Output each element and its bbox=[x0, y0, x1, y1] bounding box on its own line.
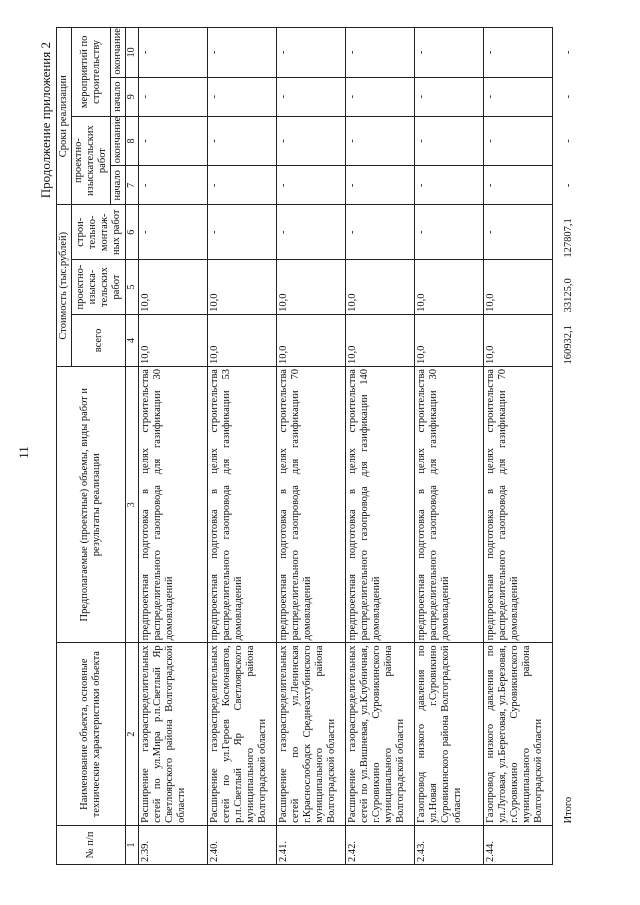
table-row bbox=[276, 28, 345, 865]
header-cost-total: всего bbox=[72, 314, 126, 366]
header-scope: Предполагаемые (проектные) объемы, виды работ и результаты реализации bbox=[57, 367, 126, 643]
design-end: - bbox=[414, 116, 483, 166]
design-start: - bbox=[345, 166, 414, 205]
cost-construct: - bbox=[414, 205, 483, 260]
column-number: 8 bbox=[126, 116, 139, 166]
build-end: - bbox=[276, 28, 345, 78]
cost-design: 10,0 bbox=[483, 260, 552, 315]
row-number: 2.39. bbox=[138, 825, 207, 864]
build-end: - bbox=[345, 28, 414, 78]
row-number: 2.40. bbox=[207, 825, 276, 864]
continuation-note: Продолжение приложения 2 bbox=[38, 42, 53, 199]
header-cost-construct: строи-тельно-монтаж-ных работ bbox=[72, 205, 126, 260]
header-build-end: окончание bbox=[111, 28, 126, 78]
build-start: - bbox=[483, 77, 552, 116]
header-design-works: проектно-изыскательских работ bbox=[72, 116, 111, 205]
table-row bbox=[483, 28, 552, 865]
row-number: 2.42. bbox=[345, 825, 414, 864]
build-start: - bbox=[414, 77, 483, 116]
column-number: 1 bbox=[126, 825, 139, 864]
header-design-start: начало bbox=[111, 166, 126, 205]
design-end: - bbox=[207, 116, 276, 166]
header-num: № п/п bbox=[57, 825, 126, 864]
object-name: Расширение газораспределительных сетей по ул.Героев Космонавтов, р.п.Светлый Яр Светлоярского муниципального района Волгоградской области bbox=[207, 643, 276, 826]
cost-total: 10,0 bbox=[345, 314, 414, 366]
column-number: 10 bbox=[126, 28, 139, 78]
totals-build-end: - bbox=[562, 50, 574, 55]
cost-design: 10,0 bbox=[345, 260, 414, 315]
work-scope: предпроектная подготовка в целях строительства распределительного газопровода для газификации 140 домовладений bbox=[345, 367, 414, 643]
build-end: - bbox=[414, 28, 483, 78]
column-number: 5 bbox=[126, 260, 139, 315]
design-end: - bbox=[276, 116, 345, 166]
work-scope: предпроектная подготовка в целях строительства распределительного газопровода для газификации 30 домовладений bbox=[414, 367, 483, 643]
header-build-start: начало bbox=[111, 77, 126, 116]
totals-total: 160932,1 bbox=[562, 325, 574, 365]
cost-construct: - bbox=[276, 205, 345, 260]
column-number: 4 bbox=[126, 314, 139, 366]
cost-design: 10,0 bbox=[276, 260, 345, 315]
cost-total: 10,0 bbox=[276, 314, 345, 366]
header-timing: Сроки реализации bbox=[57, 28, 72, 205]
object-name: Газопровод низкого давления по ул.Новая г.Суровикино Суровикинского района Волгоградской области bbox=[414, 643, 483, 826]
header-object-name: Наименование объекта, основные технические характеристики объекта bbox=[57, 643, 126, 826]
cost-construct: - bbox=[345, 205, 414, 260]
cost-total: 10,0 bbox=[483, 314, 552, 366]
column-number: 7 bbox=[126, 166, 139, 205]
work-scope: предпроектная подготовка в целях строительства распределительного газопровода для газификации 70 домовладений bbox=[276, 367, 345, 643]
design-start: - bbox=[207, 166, 276, 205]
object-name: Расширение газораспределительных сетей по ул.Вишневая, ул.Клубничная, г.Суровикино Суровикинского муниципального района Волгоградской области bbox=[345, 643, 414, 826]
design-start: - bbox=[138, 166, 207, 205]
build-start: - bbox=[345, 77, 414, 116]
totals-label: Итого bbox=[562, 796, 574, 824]
design-end: - bbox=[138, 116, 207, 166]
table-row bbox=[345, 28, 414, 865]
table-row bbox=[414, 28, 483, 865]
cost-construct: - bbox=[138, 205, 207, 260]
header-cost-design: проектно-изыска-тельских работ bbox=[72, 260, 126, 315]
column-number: 3 bbox=[126, 367, 139, 643]
header-build-works: мероприятий по строительству bbox=[72, 28, 111, 117]
totals-design: 33125,0 bbox=[562, 278, 574, 313]
column-number: 9 bbox=[126, 77, 139, 116]
cost-total: 10,0 bbox=[207, 314, 276, 366]
build-end: - bbox=[207, 28, 276, 78]
projects-table bbox=[56, 27, 576, 865]
cost-design: 10,0 bbox=[138, 260, 207, 315]
work-scope: предпроектная подготовка в целях строительства распределительного газопровода для газификации 70 домовладений bbox=[483, 367, 552, 643]
row-number: 2.44. bbox=[483, 825, 552, 864]
cost-total: 10,0 bbox=[414, 314, 483, 366]
totals-build-start: - bbox=[562, 94, 574, 99]
totals-row bbox=[552, 28, 576, 865]
build-end: - bbox=[483, 28, 552, 78]
build-end: - bbox=[138, 28, 207, 78]
design-start: - bbox=[483, 166, 552, 205]
page-number: 11 bbox=[16, 446, 31, 459]
table-row bbox=[207, 28, 276, 865]
totals-design-start: - bbox=[562, 183, 574, 188]
cost-construct: - bbox=[483, 205, 552, 260]
object-name: Газопровод низкого давления по ул.Луговая, ул.Береговая, ул.Березовая, г.Суровикино Суровикинского муниципального района Волгоградской области bbox=[483, 643, 552, 826]
row-number: 2.41. bbox=[276, 825, 345, 864]
design-end: - bbox=[345, 116, 414, 166]
build-start: - bbox=[138, 77, 207, 116]
cost-construct: - bbox=[207, 205, 276, 260]
build-start: - bbox=[207, 77, 276, 116]
row-number: 2.43. bbox=[414, 825, 483, 864]
totals-design-end: - bbox=[562, 139, 574, 143]
totals-spacer bbox=[552, 825, 576, 864]
object-name: Расширение газораспределительных сетей по ул.Ленинская г.Краснослободск Среднеахтубинского муниципального района Волгоградской области bbox=[276, 643, 345, 826]
work-scope: предпроектная подготовка в целях строительства распределительного газопровода для газификации 53 домовладений bbox=[207, 367, 276, 643]
header-cost: Стоимость (тыс.рублей) bbox=[57, 205, 72, 367]
table-row bbox=[138, 28, 207, 865]
design-start: - bbox=[414, 166, 483, 205]
column-number: 6 bbox=[126, 205, 139, 260]
design-end: - bbox=[483, 116, 552, 166]
work-scope: предпроектная подготовка в целях строительства распределительного газопровода для газификации 30 домовладений bbox=[138, 367, 207, 643]
totals-spacer bbox=[552, 367, 576, 643]
cost-design: 10,0 bbox=[414, 260, 483, 315]
header-design-end: окончание bbox=[111, 116, 126, 166]
cost-total: 10,0 bbox=[138, 314, 207, 366]
column-number-row bbox=[126, 28, 139, 865]
column-number: 2 bbox=[126, 643, 139, 826]
build-start: - bbox=[276, 77, 345, 116]
object-name: Расширение газораспределительных сетей по ул.Мира р.п.Светлый Яр Светлоярского района Волгоградской области bbox=[138, 643, 207, 826]
totals-construct: 127807,1 bbox=[562, 218, 574, 258]
cost-design: 10,0 bbox=[207, 260, 276, 315]
design-start: - bbox=[276, 166, 345, 205]
